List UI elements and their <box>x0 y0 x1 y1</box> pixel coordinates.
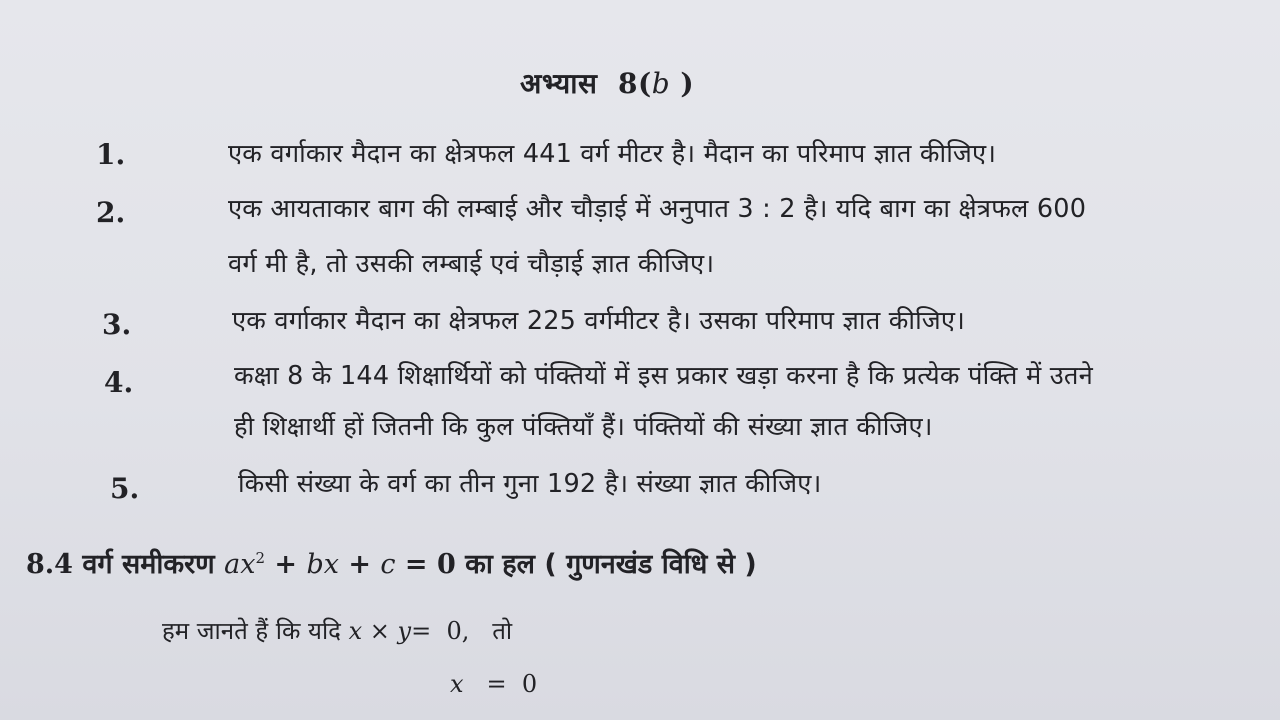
question-1-line-1: एक वर्गाकार मैदान का क्षेत्रफल 441 वर्ग मीटर है। मैदान का परिमाप ज्ञात कीजिए। <box>228 139 997 169</box>
eq-plus-2: + <box>348 549 371 580</box>
eq-x: x <box>240 549 256 580</box>
body-line-2-equals: = <box>486 670 507 698</box>
eq-superscript: 2 <box>255 549 265 567</box>
exercise-title-number: 8 <box>617 67 638 100</box>
question-3-line-1: एक वर्गाकार मैदान का क्षेत्रफल 225 वर्गमीटर है। उसका परिमाप ज्ञात कीजिए। <box>232 306 966 336</box>
body-line-1-x: x <box>348 617 363 645</box>
body-line-1-text: हम जानते हैं कि यदि <box>162 617 341 645</box>
eq-a: a <box>224 549 241 580</box>
body-line-2 <box>450 670 537 698</box>
body-line-1-then: तो <box>492 617 513 645</box>
body-line-1-times: × <box>369 617 390 645</box>
section-heading-start: वर्ग समीकरण <box>82 549 215 580</box>
eq-bx: bx <box>306 549 339 580</box>
section-heading-end: का हल ( गुणनखंड विधि से ) <box>465 549 757 580</box>
exercise-title-close: ) <box>680 67 695 100</box>
question-5-line-1: किसी संख्या के वर्ग का तीन गुना 192 है। संख्या ज्ञात कीजिए। <box>238 469 822 499</box>
question-4-number: 4. <box>104 366 134 399</box>
exercise-title-word: अभ्यास <box>520 67 598 100</box>
question-3-number: 3. <box>102 308 132 341</box>
question-2-number: 2. <box>96 196 126 229</box>
eq-c: c <box>380 549 396 580</box>
eq-plus-1: + <box>274 549 298 580</box>
question-4-line-1: कक्षा 8 के 144 शिक्षार्थियों को पंक्तियों में इस प्रकार खड़ा करना है कि प्रत्येक पंक्ति में उतने <box>234 361 1093 391</box>
eq-zero: 0 <box>436 549 456 580</box>
body-line-2-zero: 0 <box>521 670 538 698</box>
section-heading <box>26 544 757 581</box>
exercise-title-open: ( <box>637 67 652 100</box>
question-4-line-2: ही शिक्षार्थी हों जितनी कि कुल पंक्तियाँ हैं। पंक्तियों की संख्या ज्ञात कीजिए। <box>234 412 933 442</box>
exercise-title-part: b <box>651 67 671 100</box>
question-2-line-1: एक आयताकार बाग की लम्बाई और चौड़ाई में अनुपात 3 : 2 है। यदि बाग का क्षेत्रफल 600 <box>228 194 1087 224</box>
eq-equals: = <box>404 549 428 580</box>
body-line-1 <box>162 614 512 647</box>
body-line-1-equals: = <box>411 617 432 645</box>
body-line-2-x: x <box>450 670 464 698</box>
body-line-1-zero: 0, <box>446 617 470 645</box>
body-line-1-y: y <box>397 617 412 645</box>
quadratic-equation <box>224 549 456 580</box>
question-1-number: 1. <box>96 138 126 171</box>
section-number: 8.4 <box>26 549 73 580</box>
question-2-line-2: वर्ग मी है, तो उसकी लम्बाई एवं चौड़ाई ज्ञात कीजिए। <box>228 249 715 279</box>
question-5-number: 5. <box>110 472 140 505</box>
exercise-title <box>520 64 694 102</box>
